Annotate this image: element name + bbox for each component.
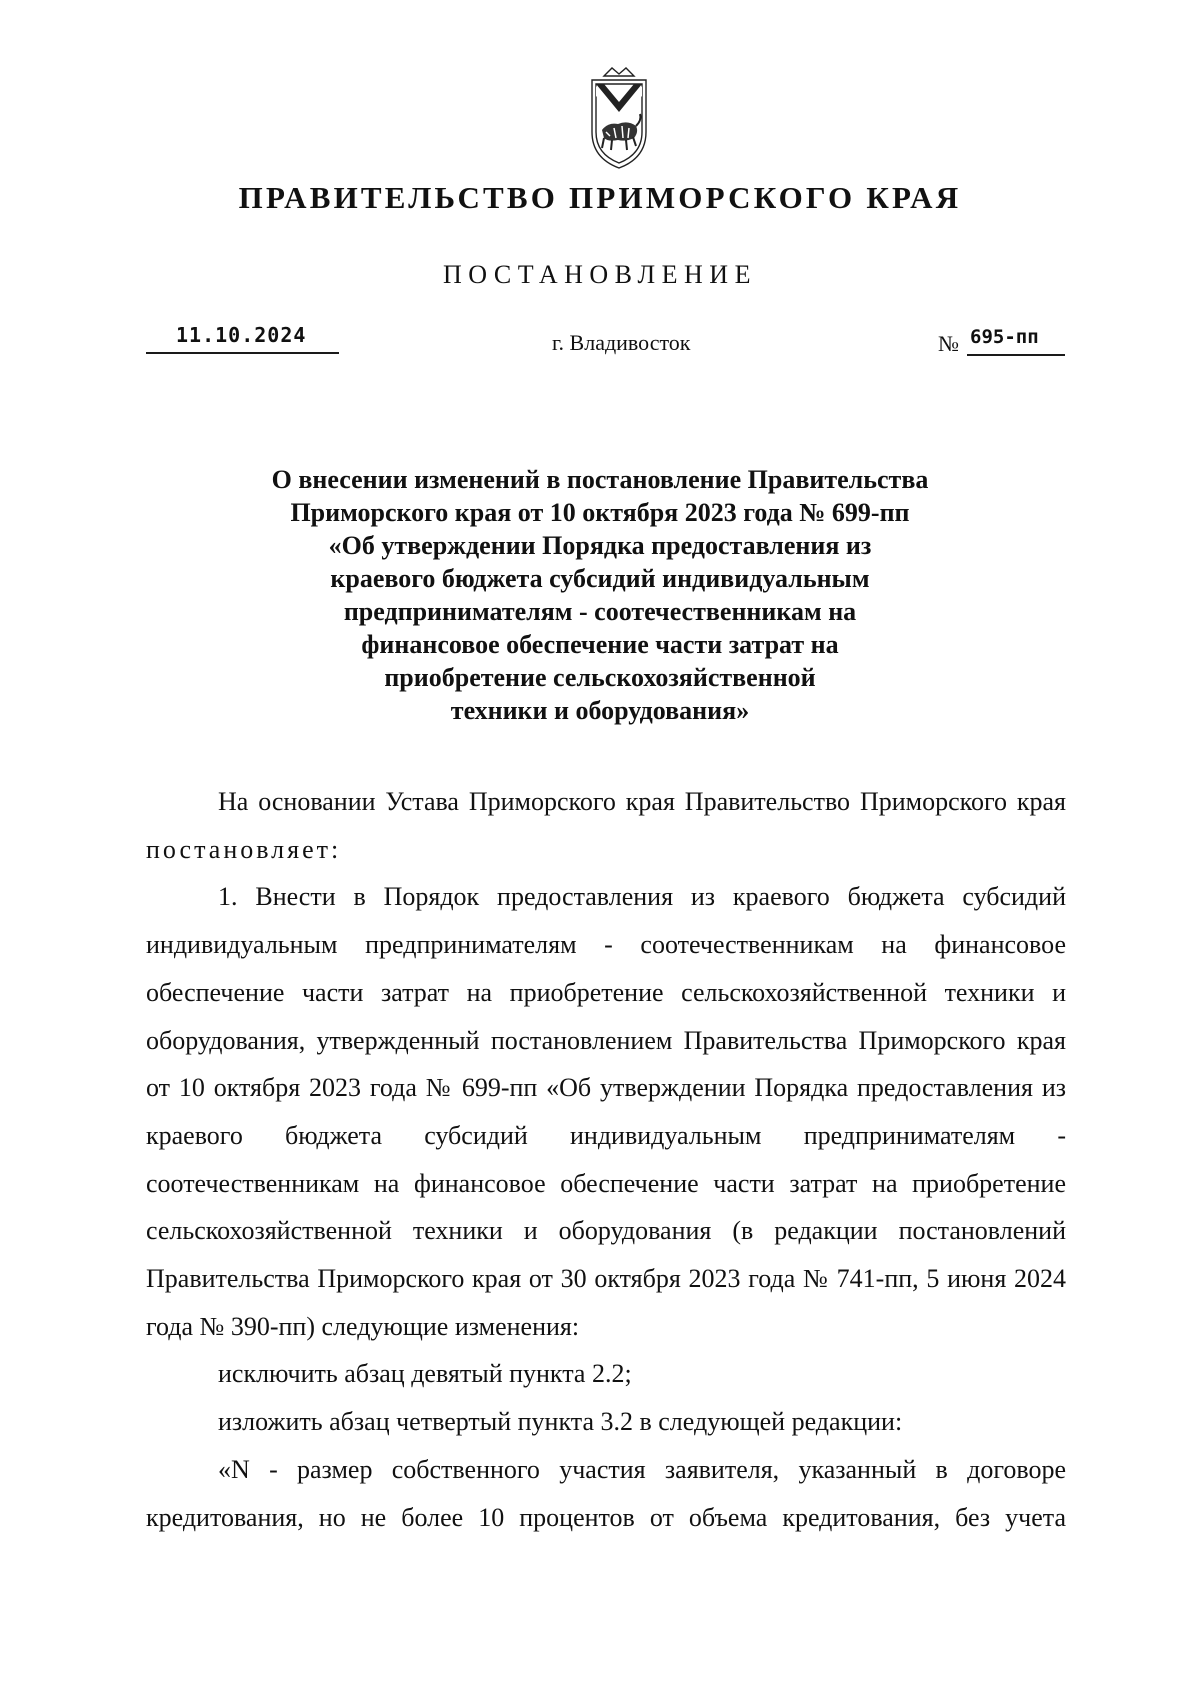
coat-of-arms-icon — [586, 66, 652, 170]
intro-action: постановляет: — [146, 834, 342, 864]
heading-line: финансовое обеспечение части затрат на — [361, 630, 839, 659]
document-type: ПОСТАНОВЛЕНИЕ — [443, 260, 757, 289]
document-city: г. Владивосток — [552, 330, 691, 355]
number-sign: № — [938, 331, 959, 356]
intro-text: На основании Устава Приморского края Правительство Приморского края — [218, 787, 1066, 816]
heading-line: приобретение сельскохозяйственной — [384, 663, 816, 692]
document-date: 11.10.2024 — [176, 323, 307, 347]
heading-line: Приморского края от 10 октября 2023 года № 699-пп — [290, 498, 910, 527]
heading-line: «Об утверждении Порядка предоставления из — [328, 531, 872, 560]
item-1-paragraph: 1. Внести в Порядок предоставления из краевого бюджета субсидий индивидуальным предпринимателям - соотечественникам на финансовое обеспечение части затрат на приобретение сельскохозяйственной техники и оборудования, утвержденный постановлением Правительства Приморского края от 10 октября 2023 года № 699-пп «Об утверждении Порядка предоставления из краевого бюджета субсидий индивидуальным предпринимателям - соотечественникам на финансовое обеспечение части затрат на приобретение сельскохозяйственной техники и оборудования (в редакции постановлений Правительства Приморского края от 30 октября 2023 года № 741-пп, 5 июня 2024 года № 390-пп) следующие изменения: — [146, 882, 1066, 1341]
intro-paragraph — [146, 778, 1066, 873]
date-underline — [146, 352, 339, 354]
change-1-paragraph: исключить абзац девятый пункта 2.2; — [218, 1359, 632, 1389]
document-body — [146, 778, 1066, 1541]
heading-line: техники и оборудования» — [450, 696, 750, 725]
heading-line: предпринимателям - соотечественникам на — [343, 597, 857, 626]
number-underline — [967, 354, 1065, 356]
heading-line: О внесении изменений в постановление Правительства — [271, 465, 929, 494]
organization-title: ПРАВИТЕЛЬСТВО ПРИМОРСКОГО КРАЯ — [238, 180, 962, 215]
quote-paragraph: «N - размер собственного участия заявителя, указанный в договоре кредитования, но не более 10 процентов от объема кредитования, без учета — [146, 1454, 1066, 1532]
document-number: 695-пп — [970, 326, 1039, 348]
document-heading — [200, 463, 1000, 727]
heading-line: краевого бюджета субсидий индивидуальным — [330, 564, 870, 593]
change-2-paragraph: изложить абзац четвертый пункта 3.2 в следующей редакции: — [218, 1407, 903, 1437]
